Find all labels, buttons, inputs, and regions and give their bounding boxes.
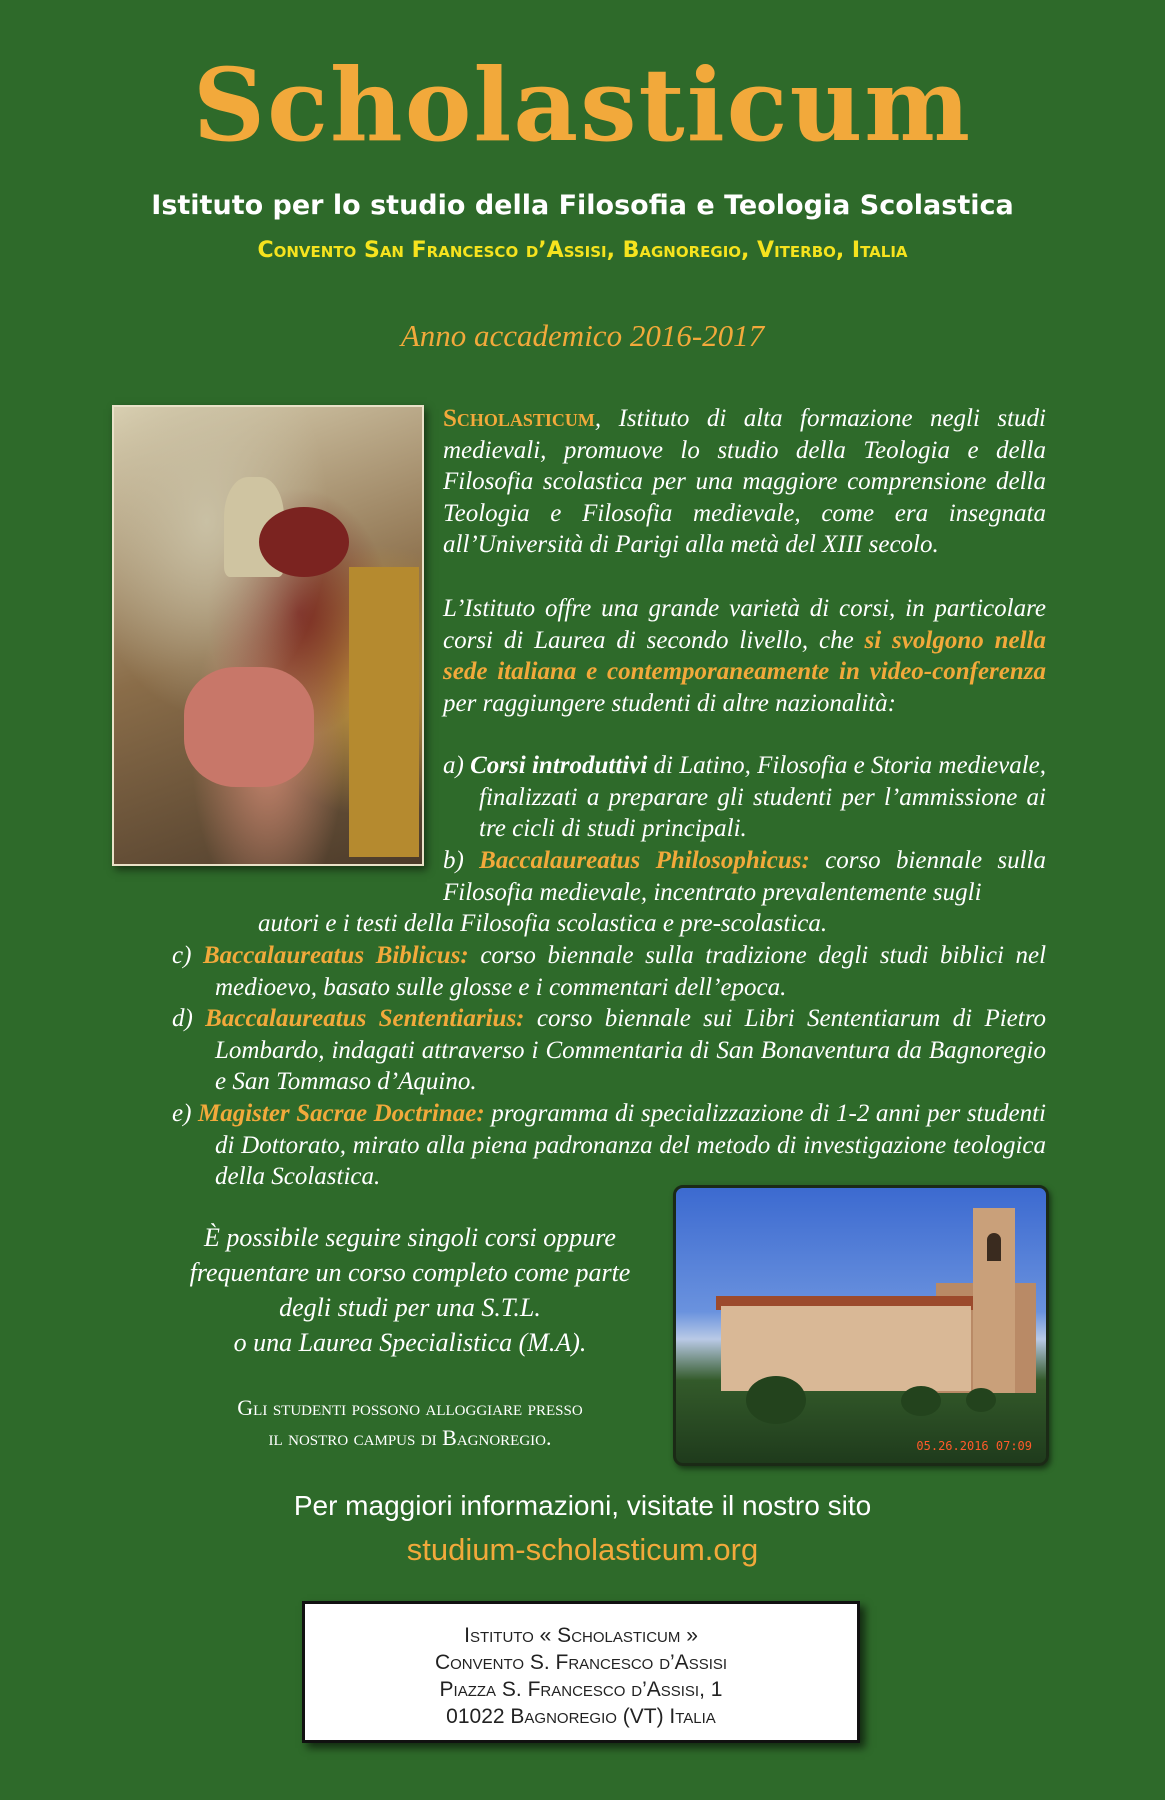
offer-before: L’Istituto offre una grande varietà di corsi, in particolare corsi di Laurea di secondo livello, che (443, 595, 1046, 654)
offer-paragraph (443, 593, 1046, 719)
address-line: Convento S. Francesco d’Assisi (434, 1651, 728, 1674)
website-link[interactable]: studium-scholasticum.org (406, 1532, 759, 1567)
institute-subtitle: Istituto per lo studio della Filosofia e Teologia Scolastica (151, 190, 1014, 221)
course-desc: corso biennale sulla tradizione degli studi biblici nel medioevo, basato sulle glosse e i commentari dell’epoca. (215, 942, 1047, 1001)
course-label: a) (443, 752, 464, 779)
address-box (302, 1601, 860, 1743)
course-options-note: È possibile seguire singoli corsi oppure frequentare un corso completo come parte degli studi per una S.T.L. o una Laurea Specialistica (M.A). (189, 1223, 631, 1357)
course-label: d) (172, 1005, 193, 1032)
course-name: Baccalaureatus Sententiarius: (205, 1005, 525, 1032)
convent-photo-image (673, 1185, 1049, 1466)
intro-text: , Istituto di alta formazione negli studi medievali, promuove lo studio della Teologia e della Filosofia scolastica per una maggiore comprensione della Teologia e Filosofia medievale, come era insegnata all’Università di Parigi alla metà del XIII secolo. (443, 405, 1046, 558)
info-text: Per maggiori informazioni, visitate il nostro sito (293, 1490, 872, 1521)
course-name: Magister Sacrae Doctrinae: (197, 1100, 485, 1127)
address-line: 01022 Bagnoregio (VT) Italia (446, 1705, 716, 1728)
academic-year: Anno accademico 2016-2017 (400, 318, 765, 353)
course-item (172, 940, 1046, 1003)
intro-paragraph (443, 403, 1046, 561)
course-name: Baccalaureatus Philosophicus: (479, 847, 810, 874)
course-item (443, 750, 1046, 845)
institute-address: Convento San Francesco d’Assisi, Bagnoregio, Viterbo, Italia (257, 238, 908, 263)
course-item: b) Baccalaureatus Philosophicus: corso biennale sulla Filosofia medievale, incentrato prevalentemente sugli autori e i testi della Filosofia scolastica e pre-scolastica. (258, 847, 1047, 937)
course-label: b) (443, 847, 464, 874)
course-item (172, 1003, 1046, 1098)
course-desc: programma di specializzazione di 1-2 anni per studenti di Dottorato, mirato alla piena padronanza del metodo di investigazione teologica della Scolastica. (215, 1100, 1046, 1190)
course-name: Baccalaureatus Biblicus: (203, 942, 469, 969)
course-desc: corso biennale sui Libri Sententiarum di Pietro Lombardo, indagati attraverso i Commentaria di San Bonaventura da Bagnoregio e San Tommaso d’Aquino. (215, 1005, 1047, 1095)
intro-name: Scholasticum (443, 405, 595, 432)
course-item (172, 1098, 1046, 1193)
course-desc: di Latino, Filosofia e Storia medievale, finalizzati a preparare gli studenti per l’ammissione ai tre cicli di studi principali. (479, 752, 1047, 842)
address-line: Piazza S. Francesco d’Assisi, 1 (439, 1678, 723, 1701)
accommodation-note: Gli studenti possono alloggiare presso il nostro campus di Bagnoregio. (237, 1395, 583, 1450)
address-line: Istituto « Scholasticum » (464, 1624, 698, 1647)
page-title: Scholasticum (192, 46, 973, 164)
offer-after: per raggiungere studenti di altre nazionalità: (443, 689, 896, 717)
medieval-painting-image (112, 405, 424, 866)
course-label: c) (172, 942, 192, 969)
photo-timestamp: 05.26.2016 07:09 (916, 1439, 1032, 1453)
offer-highlight: si svolgono nella sede italiana e contemporaneamente in video-conferenza (443, 626, 1046, 685)
course-label: e) (172, 1100, 192, 1127)
course-name: Corsi introduttivi (470, 752, 648, 779)
